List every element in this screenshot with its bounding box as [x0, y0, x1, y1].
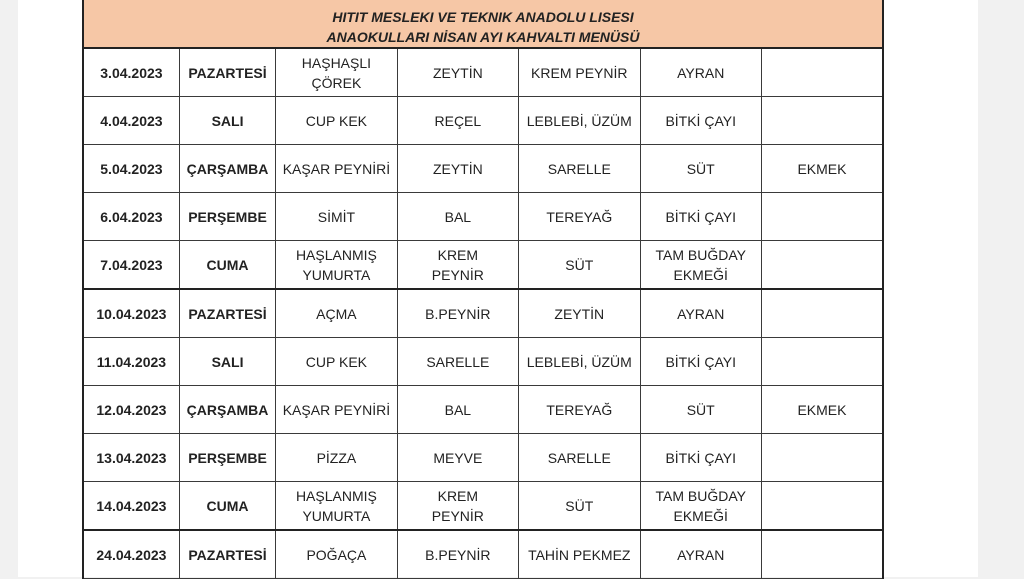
menu-item-cell: [761, 145, 883, 193]
menu-item-cell: [761, 289, 883, 338]
menu-item-text: AÇMA: [316, 305, 357, 322]
menu-item-cell: [397, 145, 518, 193]
day-cell: SALI: [179, 97, 275, 145]
menu-item-cell: [640, 338, 761, 386]
menu-item-cell: [761, 434, 883, 482]
menu-item-text: B.PEYNİR: [425, 546, 491, 563]
date-cell: 4.04.2023: [83, 97, 179, 145]
menu-item-cell: [519, 97, 640, 145]
menu-item-cell: [276, 530, 397, 579]
day-cell: PAZARTESİ: [179, 289, 275, 338]
menu-row: [83, 193, 883, 241]
menu-item-cell: [519, 530, 640, 579]
menu-item-text: PEYNİR: [431, 266, 484, 283]
menu-item-cell: [397, 289, 518, 338]
menu-item-text: BİTKİ ÇAYI: [665, 208, 736, 225]
menu-item-text: SARELLE: [426, 353, 490, 370]
menu-row: [83, 386, 883, 434]
menu-title-cell: [83, 0, 883, 48]
menu-item-text: AYRAN: [677, 64, 725, 81]
menu-item-text: ZEYTİN: [432, 160, 483, 177]
menu-row: [83, 241, 883, 290]
menu-item-cell: [640, 289, 761, 338]
menu-row: [83, 48, 883, 97]
menu-item-cell: [397, 386, 518, 434]
menu-item-text: YUMURTA: [302, 266, 371, 283]
day-cell: SALI: [179, 338, 275, 386]
menu-item-text: EKMEĞİ: [673, 507, 728, 524]
date-cell: 7.04.2023: [83, 241, 179, 290]
menu-item-cell: [761, 338, 883, 386]
menu-item-text: HAŞHAŞLI: [301, 54, 372, 71]
menu-item-text: SÜT: [686, 160, 715, 177]
menu-item-cell: [276, 386, 397, 434]
menu-item-text: PEYNİR: [431, 507, 484, 524]
menu-row: [83, 434, 883, 482]
menu-item-text: TEREYAĞ: [546, 401, 613, 418]
menu-item-cell: [640, 434, 761, 482]
menu-item-cell: [397, 530, 518, 579]
menu-item-text: SÜT: [565, 497, 594, 514]
menu-item-cell: [761, 48, 883, 97]
menu-item-text: EKMEK: [797, 401, 847, 418]
date-cell: 6.04.2023: [83, 193, 179, 241]
menu-item-text: YUMURTA: [302, 507, 371, 524]
menu-item-cell: [397, 97, 518, 145]
menu-item-text: SÜT: [686, 401, 715, 418]
menu-item-cell: [640, 482, 761, 531]
menu-item-cell: [397, 241, 518, 290]
menu-item-cell: [519, 48, 640, 97]
date-cell: 10.04.2023: [83, 289, 179, 338]
menu-row: [83, 482, 883, 531]
menu-item-text: TEREYAĞ: [546, 208, 613, 225]
menu-item-text: B.PEYNİR: [425, 305, 491, 322]
menu-item-text: PİZZA: [316, 449, 357, 466]
menu-item-text: KAŞAR PEYNİRİ: [282, 401, 391, 418]
menu-item-text: LEBLEBİ, ÜZÜM: [526, 112, 632, 129]
menu-item-cell: [276, 482, 397, 531]
menu-item-text: BAL: [444, 401, 472, 418]
menu-item-cell: [397, 338, 518, 386]
menu-table-body: [83, 0, 883, 579]
menu-item-text: EKMEĞİ: [673, 266, 728, 283]
menu-item-text: CUP KEK: [305, 353, 368, 370]
menu-item-text: BİTKİ ÇAYI: [665, 449, 736, 466]
menu-item-cell: [761, 193, 883, 241]
menu-item-cell: [276, 193, 397, 241]
menu-item-text: TAHİN PEKMEZ: [528, 546, 631, 563]
menu-item-text: BİTKİ ÇAYI: [665, 353, 736, 370]
menu-item-text: KAŞAR PEYNİRİ: [282, 160, 391, 177]
menu-item-cell: [519, 289, 640, 338]
menu-title: ANAOKULLARI NİSAN AYI KAHVALTI MENÜSÜ: [326, 29, 640, 45]
date-cell: 3.04.2023: [83, 48, 179, 97]
menu-item-text: ÇÖREK: [311, 74, 362, 91]
menu-item-cell: [761, 530, 883, 579]
menu-item-cell: [761, 97, 883, 145]
menu-item-text: SARELLE: [547, 160, 611, 177]
menu-item-cell: [761, 482, 883, 531]
day-cell: PERŞEMBE: [179, 193, 275, 241]
menu-item-text: SÜT: [565, 256, 594, 273]
menu-item-cell: [640, 97, 761, 145]
menu-item-cell: [519, 434, 640, 482]
menu-item-cell: [276, 97, 397, 145]
menu-item-text: HAŞLANMIŞ: [295, 487, 377, 504]
menu-row: [83, 145, 883, 193]
menu-item-cell: [397, 48, 518, 97]
day-cell: CUMA: [179, 241, 275, 290]
day-cell: ÇARŞAMBA: [179, 386, 275, 434]
menu-item-cell: [519, 145, 640, 193]
menu-item-cell: [276, 338, 397, 386]
menu-item-cell: [519, 482, 640, 531]
day-cell: PAZARTESİ: [179, 530, 275, 579]
day-cell: ÇARŞAMBA: [179, 145, 275, 193]
menu-item-text: BİTKİ ÇAYI: [665, 112, 736, 129]
menu-item-text: SİMİT: [317, 208, 356, 225]
day-cell: PAZARTESİ: [179, 48, 275, 97]
menu-item-text: AYRAN: [677, 546, 725, 563]
menu-row: [83, 289, 883, 338]
menu-item-cell: [519, 193, 640, 241]
menu-item-cell: [519, 338, 640, 386]
menu-item-cell: [761, 241, 883, 290]
menu-item-text: EKMEK: [797, 160, 847, 177]
menu-row: [83, 97, 883, 145]
menu-item-text: HAŞLANMIŞ: [295, 246, 377, 263]
school-name: HITIT MESLEKI VE TEKNIK ANADOLU LISESI: [332, 9, 634, 25]
menu-item-text: CUP KEK: [305, 112, 368, 129]
menu-item-text: SARELLE: [547, 449, 611, 466]
menu-item-text: REÇEL: [434, 112, 482, 129]
date-cell: 12.04.2023: [83, 386, 179, 434]
menu-item-cell: [761, 386, 883, 434]
menu-item-text: ZEYTİN: [554, 305, 605, 322]
menu-item-cell: [640, 241, 761, 290]
title-row: [83, 0, 883, 48]
menu-item-text: POĞAÇA: [306, 546, 367, 563]
menu-item-cell: [276, 289, 397, 338]
menu-item-text: TAM BUĞDAY: [655, 246, 746, 263]
menu-item-text: ZEYTİN: [432, 64, 483, 81]
menu-item-text: TAM BUĞDAY: [655, 487, 746, 504]
date-cell: 11.04.2023: [83, 338, 179, 386]
menu-item-text: KREM PEYNİR: [531, 64, 628, 81]
menu-item-cell: [397, 434, 518, 482]
breakfast-menu-table: [82, 0, 884, 579]
menu-item-cell: [397, 482, 518, 531]
menu-item-cell: [640, 145, 761, 193]
menu-item-cell: [397, 193, 518, 241]
menu-item-cell: [640, 193, 761, 241]
menu-item-cell: [640, 530, 761, 579]
menu-item-cell: [640, 386, 761, 434]
menu-item-cell: [519, 241, 640, 290]
menu-item-text: AYRAN: [677, 305, 725, 322]
menu-row: [83, 338, 883, 386]
menu-item-text: KREM: [437, 487, 479, 504]
date-cell: 24.04.2023: [83, 530, 179, 579]
menu-item-cell: [640, 48, 761, 97]
menu-item-cell: [276, 241, 397, 290]
date-cell: 14.04.2023: [83, 482, 179, 531]
date-cell: 5.04.2023: [83, 145, 179, 193]
menu-item-text: BAL: [444, 208, 472, 225]
menu-item-text: KREM: [437, 246, 479, 263]
menu-item-text: MEYVE: [433, 449, 483, 466]
day-cell: CUMA: [179, 482, 275, 531]
menu-item-cell: [276, 48, 397, 97]
menu-item-text: LEBLEBİ, ÜZÜM: [526, 353, 632, 370]
menu-item-cell: [276, 434, 397, 482]
menu-item-cell: [519, 386, 640, 434]
menu-row: [83, 530, 883, 579]
day-cell: PERŞEMBE: [179, 434, 275, 482]
menu-item-cell: [276, 145, 397, 193]
date-cell: 13.04.2023: [83, 434, 179, 482]
